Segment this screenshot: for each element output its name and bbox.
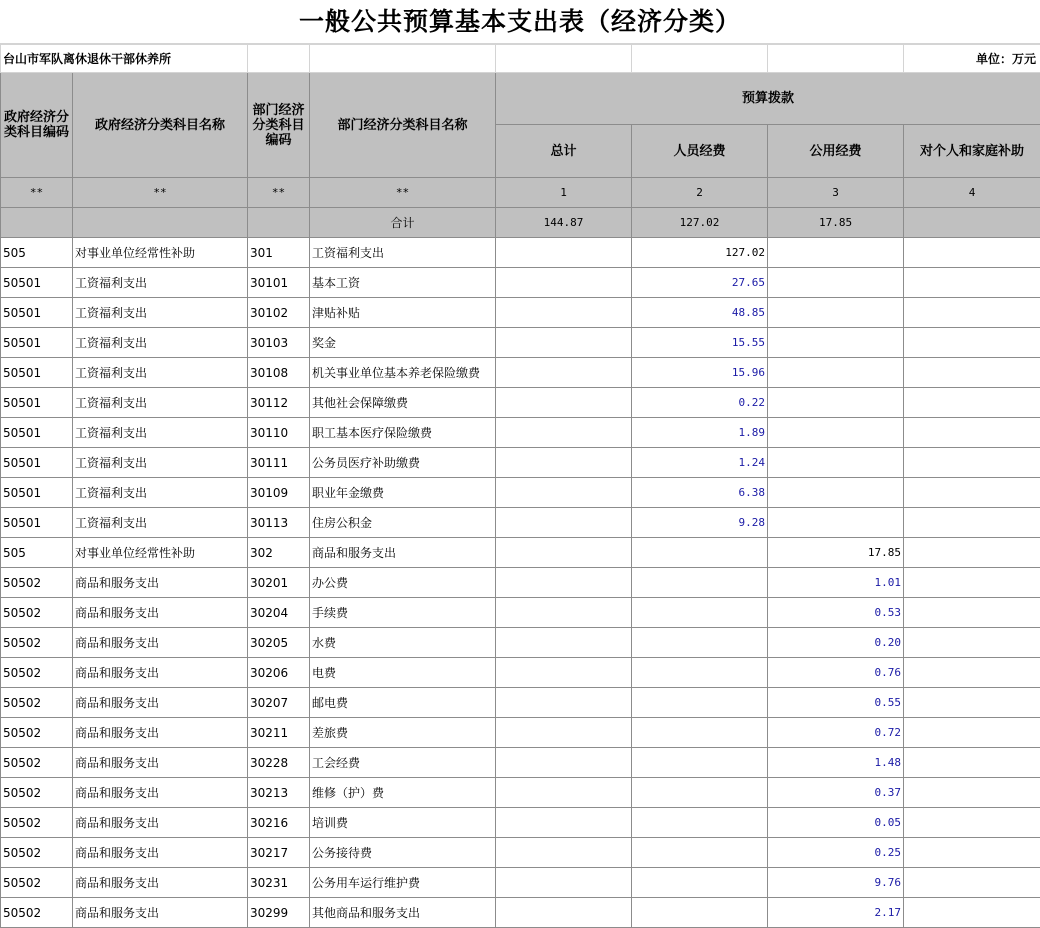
personnel-cell[interactable] [632,718,768,748]
public-cell[interactable] [768,388,904,418]
personnel-cell[interactable] [632,748,768,778]
gov-code-cell[interactable]: 50501 [1,358,73,388]
dept-name-cell[interactable]: 其他社会保障缴费 [310,388,496,418]
gov-name-cell[interactable]: 工资福利支出 [73,268,248,298]
org-name[interactable]: 台山市军队离休退休干部休养所 [1,45,248,73]
total-cell[interactable] [496,388,632,418]
total-cell[interactable] [496,838,632,868]
gov-code-cell[interactable]: 50501 [1,298,73,328]
personnel-cell[interactable]: 15.96 [632,358,768,388]
table-row [1,448,1040,478]
public-cell[interactable]: 0.20 [768,628,904,658]
meta-cell[interactable] [310,45,496,73]
table-row [1,358,1040,388]
gov-name-cell[interactable]: 商品和服务支出 [73,748,248,778]
dept-name-cell[interactable]: 住房公积金 [310,508,496,538]
table-row [1,778,1040,808]
table-row [1,868,1040,898]
table-row [1,718,1040,748]
dept-name-cell[interactable]: 职业年金缴费 [310,478,496,508]
dept-code-cell[interactable]: 30113 [248,508,310,538]
table-row [1,478,1040,508]
header-gov-code[interactable]: 政府经济分类科目编码 [1,73,73,178]
gov-code-cell[interactable]: 50502 [1,778,73,808]
total-cell[interactable] [496,538,632,568]
total-label[interactable]: 合计 [310,208,496,238]
dept-code-cell[interactable]: 30110 [248,418,310,448]
dept-name-cell[interactable]: 津贴补贴 [310,298,496,328]
table-row [1,898,1040,928]
total-cell[interactable] [73,208,248,238]
dept-code-cell[interactable]: 30101 [248,268,310,298]
meta-cell[interactable] [496,45,632,73]
gov-code-cell[interactable]: 505 [1,538,73,568]
total-cell[interactable] [496,358,632,388]
family-cell[interactable] [904,688,1040,718]
header-gov-name[interactable]: 政府经济分类科目名称 [73,73,248,178]
table-row [1,418,1040,448]
total-amount[interactable]: 144.87 [496,208,632,238]
report-title: 一般公共预算基本支出表（经济分类） [0,0,1040,44]
header-dept-name[interactable]: 部门经济分类科目名称 [310,73,496,178]
table-row [1,538,1040,568]
public-cell[interactable]: 0.37 [768,778,904,808]
family-cell[interactable] [904,388,1040,418]
dept-code-cell[interactable]: 30216 [248,808,310,838]
total-cell[interactable] [496,478,632,508]
gov-name-cell[interactable]: 商品和服务支出 [73,658,248,688]
total-cell[interactable] [496,658,632,688]
personnel-cell[interactable]: 1.24 [632,448,768,478]
header-row-1 [1,73,1040,125]
gov-code-cell[interactable]: 50502 [1,898,73,928]
family-cell[interactable] [904,598,1040,628]
public-cell[interactable]: 1.48 [768,748,904,778]
dept-name-cell[interactable]: 其他商品和服务支出 [310,898,496,928]
budget-table [0,44,1040,928]
dept-name-cell[interactable]: 公务接待费 [310,838,496,868]
header-budget[interactable]: 预算拨款 [496,73,1040,125]
family-cell[interactable] [904,358,1040,388]
total-cell[interactable] [496,568,632,598]
dept-name-cell[interactable]: 公务用车运行维护费 [310,868,496,898]
family-cell[interactable] [904,298,1040,328]
gov-name-cell[interactable]: 工资福利支出 [73,328,248,358]
public-cell[interactable]: 0.76 [768,658,904,688]
total-cell[interactable] [496,508,632,538]
dept-code-cell[interactable]: 30109 [248,478,310,508]
table-row [1,838,1040,868]
gov-name-cell[interactable]: 工资福利支出 [73,478,248,508]
total-cell[interactable] [496,448,632,478]
personnel-cell[interactable]: 15.55 [632,328,768,358]
gov-name-cell[interactable]: 工资福利支出 [73,418,248,448]
gov-name-cell[interactable]: 商品和服务支出 [73,718,248,748]
dept-name-cell[interactable]: 公务员医疗补助缴费 [310,448,496,478]
gov-code-cell[interactable]: 50501 [1,508,73,538]
total-personnel[interactable]: 127.02 [632,208,768,238]
family-cell[interactable] [904,808,1040,838]
public-cell[interactable] [768,478,904,508]
total-cell[interactable] [496,688,632,718]
public-cell[interactable]: 0.55 [768,688,904,718]
gov-name-cell[interactable]: 工资福利支出 [73,448,248,478]
gov-code-cell[interactable]: 50502 [1,658,73,688]
gov-name-cell[interactable]: 商品和服务支出 [73,688,248,718]
personnel-cell[interactable]: 6.38 [632,478,768,508]
header-public[interactable]: 公用经费 [768,125,904,178]
public-cell[interactable]: 0.05 [768,808,904,838]
family-cell[interactable] [904,418,1040,448]
family-cell[interactable] [904,718,1040,748]
gov-name-cell[interactable]: 商品和服务支出 [73,838,248,868]
total-cell[interactable] [248,208,310,238]
dept-code-cell[interactable]: 301 [248,238,310,268]
gov-name-cell[interactable]: 商品和服务支出 [73,628,248,658]
index-cell[interactable]: 2 [632,178,768,208]
dept-name-cell[interactable]: 商品和服务支出 [310,538,496,568]
index-cell[interactable]: 1 [496,178,632,208]
gov-code-cell[interactable]: 50502 [1,628,73,658]
meta-row [1,45,1040,73]
public-cell[interactable] [768,298,904,328]
dept-code-cell[interactable]: 30299 [248,898,310,928]
public-cell[interactable] [768,328,904,358]
dept-name-cell[interactable]: 工会经费 [310,748,496,778]
personnel-cell[interactable] [632,838,768,868]
public-cell[interactable]: 17.85 [768,538,904,568]
unit-label[interactable]: 单位：万元 [904,45,1040,73]
dept-code-cell[interactable]: 30111 [248,448,310,478]
dept-name-cell[interactable]: 机关事业单位基本养老保险缴费 [310,358,496,388]
family-cell[interactable] [904,748,1040,778]
public-cell[interactable] [768,238,904,268]
dept-code-cell[interactable]: 30231 [248,868,310,898]
dept-code-cell[interactable]: 30217 [248,838,310,868]
header-family[interactable]: 对个人和家庭补助 [904,125,1040,178]
total-cell[interactable] [496,418,632,448]
table-row [1,388,1040,418]
index-cell[interactable]: 4 [904,178,1040,208]
personnel-cell[interactable] [632,868,768,898]
gov-code-cell[interactable]: 50502 [1,598,73,628]
personnel-cell[interactable] [632,568,768,598]
family-cell[interactable] [904,628,1040,658]
dept-code-cell[interactable]: 30206 [248,658,310,688]
personnel-cell[interactable]: 0.22 [632,388,768,418]
total-public[interactable]: 17.85 [768,208,904,238]
personnel-cell[interactable] [632,538,768,568]
family-cell[interactable] [904,508,1040,538]
family-cell[interactable] [904,778,1040,808]
dept-name-cell[interactable]: 职工基本医疗保险缴费 [310,418,496,448]
gov-code-cell[interactable]: 50502 [1,748,73,778]
gov-code-cell[interactable]: 50502 [1,868,73,898]
dept-name-cell[interactable]: 邮电费 [310,688,496,718]
table-row [1,568,1040,598]
gov-code-cell[interactable]: 50501 [1,448,73,478]
family-cell[interactable] [904,658,1040,688]
public-cell[interactable]: 0.72 [768,718,904,748]
personnel-cell[interactable] [632,778,768,808]
dept-code-cell[interactable]: 30213 [248,778,310,808]
dept-code-cell[interactable]: 30207 [248,688,310,718]
family-cell[interactable] [904,568,1040,598]
dept-name-cell[interactable]: 电费 [310,658,496,688]
family-cell[interactable] [904,538,1040,568]
gov-code-cell[interactable]: 50501 [1,328,73,358]
gov-name-cell[interactable]: 商品和服务支出 [73,868,248,898]
public-cell[interactable] [768,448,904,478]
gov-code-cell[interactable]: 50502 [1,688,73,718]
dept-name-cell[interactable]: 办公费 [310,568,496,598]
gov-name-cell[interactable]: 商品和服务支出 [73,778,248,808]
total-family[interactable] [904,208,1040,238]
header-total[interactable]: 总计 [496,125,632,178]
total-cell[interactable] [1,208,73,238]
family-cell[interactable] [904,838,1040,868]
total-cell[interactable] [496,748,632,778]
header-personnel[interactable]: 人员经费 [632,125,768,178]
total-cell[interactable] [496,298,632,328]
dept-code-cell[interactable]: 30211 [248,718,310,748]
public-cell[interactable] [768,508,904,538]
dept-code-cell[interactable]: 30102 [248,298,310,328]
personnel-cell[interactable] [632,628,768,658]
total-cell[interactable] [496,718,632,748]
total-row [1,208,1040,238]
table-row [1,688,1040,718]
total-cell[interactable] [496,898,632,928]
gov-code-cell[interactable]: 50502 [1,718,73,748]
public-cell[interactable]: 1.01 [768,568,904,598]
index-cell[interactable]: ** [248,178,310,208]
dept-code-cell[interactable]: 30103 [248,328,310,358]
table-row [1,598,1040,628]
gov-name-cell[interactable]: 工资福利支出 [73,508,248,538]
total-cell[interactable] [496,778,632,808]
gov-name-cell[interactable]: 对事业单位经常性补助 [73,238,248,268]
family-cell[interactable] [904,478,1040,508]
dept-code-cell[interactable]: 30228 [248,748,310,778]
table-row [1,808,1040,838]
gov-name-cell[interactable]: 对事业单位经常性补助 [73,538,248,568]
gov-name-cell[interactable]: 商品和服务支出 [73,568,248,598]
dept-name-cell[interactable]: 手续费 [310,598,496,628]
dept-code-cell[interactable]: 302 [248,538,310,568]
meta-cell[interactable] [248,45,310,73]
total-cell[interactable] [496,598,632,628]
dept-code-cell[interactable]: 30205 [248,628,310,658]
dept-code-cell[interactable]: 30204 [248,598,310,628]
index-row [1,178,1040,208]
personnel-cell[interactable] [632,688,768,718]
personnel-cell[interactable]: 127.02 [632,238,768,268]
table-row [1,748,1040,778]
personnel-cell[interactable]: 9.28 [632,508,768,538]
gov-name-cell[interactable]: 工资福利支出 [73,388,248,418]
dept-name-cell[interactable]: 奖金 [310,328,496,358]
index-cell[interactable]: ** [73,178,248,208]
total-cell[interactable] [496,238,632,268]
personnel-cell[interactable] [632,898,768,928]
personnel-cell[interactable]: 27.65 [632,268,768,298]
index-cell[interactable]: ** [1,178,73,208]
meta-cell[interactable] [632,45,768,73]
gov-name-cell[interactable]: 工资福利支出 [73,298,248,328]
total-cell[interactable] [496,328,632,358]
table-row [1,508,1040,538]
gov-name-cell[interactable]: 商品和服务支出 [73,898,248,928]
table-row [1,268,1040,298]
public-cell[interactable] [768,418,904,448]
gov-code-cell[interactable]: 50501 [1,478,73,508]
table-row [1,658,1040,688]
personnel-cell[interactable] [632,658,768,688]
gov-code-cell[interactable]: 50502 [1,838,73,868]
dept-name-cell[interactable]: 维修（护）费 [310,778,496,808]
public-cell[interactable]: 9.76 [768,868,904,898]
table-row [1,238,1040,268]
personnel-cell[interactable]: 1.89 [632,418,768,448]
family-cell[interactable] [904,868,1040,898]
dept-name-cell[interactable]: 水费 [310,628,496,658]
gov-code-cell[interactable]: 50501 [1,388,73,418]
gov-code-cell[interactable]: 505 [1,238,73,268]
public-cell[interactable] [768,268,904,298]
total-cell[interactable] [496,628,632,658]
index-cell[interactable]: 3 [768,178,904,208]
index-cell[interactable]: ** [310,178,496,208]
dept-name-cell[interactable]: 基本工资 [310,268,496,298]
gov-code-cell[interactable]: 50502 [1,808,73,838]
header-dept-code[interactable]: 部门经济分类科目编码 [248,73,310,178]
public-cell[interactable]: 2.17 [768,898,904,928]
public-cell[interactable] [768,358,904,388]
gov-name-cell[interactable]: 商品和服务支出 [73,598,248,628]
total-cell[interactable] [496,268,632,298]
personnel-cell[interactable]: 48.85 [632,298,768,328]
family-cell[interactable] [904,328,1040,358]
table-row [1,298,1040,328]
gov-name-cell[interactable]: 工资福利支出 [73,358,248,388]
dept-name-cell[interactable]: 工资福利支出 [310,238,496,268]
dept-code-cell[interactable]: 30108 [248,358,310,388]
dept-name-cell[interactable]: 差旅费 [310,718,496,748]
meta-cell[interactable] [768,45,904,73]
gov-code-cell[interactable]: 50501 [1,418,73,448]
dept-code-cell[interactable]: 30112 [248,388,310,418]
public-cell[interactable]: 0.25 [768,838,904,868]
family-cell[interactable] [904,448,1040,478]
gov-code-cell[interactable]: 50501 [1,268,73,298]
family-cell[interactable] [904,268,1040,298]
gov-code-cell[interactable]: 50502 [1,568,73,598]
personnel-cell[interactable] [632,808,768,838]
table-row [1,328,1040,358]
total-cell[interactable] [496,868,632,898]
public-cell[interactable]: 0.53 [768,598,904,628]
dept-name-cell[interactable]: 培训费 [310,808,496,838]
personnel-cell[interactable] [632,598,768,628]
family-cell[interactable] [904,898,1040,928]
gov-name-cell[interactable]: 商品和服务支出 [73,808,248,838]
dept-code-cell[interactable]: 30201 [248,568,310,598]
table-row [1,628,1040,658]
family-cell[interactable] [904,238,1040,268]
total-cell[interactable] [496,808,632,838]
